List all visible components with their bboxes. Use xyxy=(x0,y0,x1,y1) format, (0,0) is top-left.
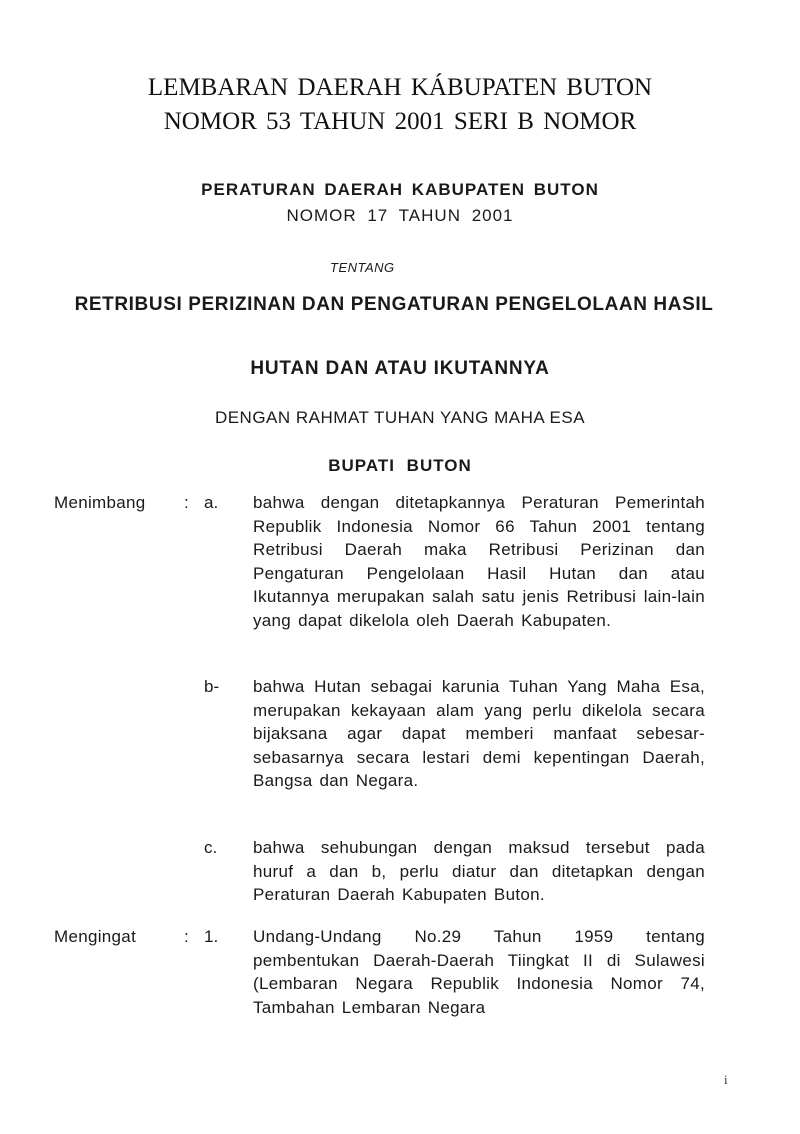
considering-item-c-text: bahwa sehubungan dengan maksud tersebut pada huruf a dan b, perlu diatur dan ditetapkan dengan Peraturan Daerah Kabupaten Buton. xyxy=(253,838,705,904)
authority: BUPATI BUTON xyxy=(328,456,472,475)
about-label: TENTANG xyxy=(330,260,395,275)
regulation-number: NOMOR 17 TAHUN 2001 xyxy=(286,206,514,225)
recalling-colon: : xyxy=(184,927,189,946)
considering-colon: : xyxy=(184,493,189,512)
considering-item-b-text: bahwa Hutan sebagai karunia Tuhan Yang Maha Esa, merupakan kekayaan alam yang perlu dikelola secara bijaksana agar dapat memberi manfaat sebesar-sebasarnya secara lestari demi kepentingan Daerah, Bangsa dan Negara. xyxy=(253,677,705,790)
regulation-subject-line1: RETRIBUSI PERIZINAN DAN PENGATURAN PENGELOLAAN HASIL xyxy=(74,294,714,315)
considering-item-c-marker: c. xyxy=(204,838,218,857)
page-number: i xyxy=(724,1072,728,1087)
recalling-item-1-marker: 1. xyxy=(204,927,219,946)
invocation: DENGAN RAHMAT TUHAN YANG MAHA ESA xyxy=(214,408,586,427)
gazette-header-line2: NOMOR 53 TAHUN 2001 SERI B NOMOR xyxy=(163,108,637,135)
recalling-item-1-text: Undang-Undang No.29 Tahun 1959 tentang pembentukan Daerah-Daerah Tiingkat II di Sulawesi (Lembaran Negara Republik Indonesia Nomor 74, Tambahan Lembaran Negara xyxy=(253,927,705,1017)
considering-label: Menimbang xyxy=(54,493,146,512)
regulation-subject-line2: HUTAN DAN ATAU IKUTANNYA xyxy=(250,358,550,379)
recalling-label: Mengingat xyxy=(54,927,137,946)
considering-item-b-marker: b- xyxy=(204,677,220,696)
considering-item-a-text: bahwa dengan ditetapkannya Peraturan Pemerintah Republik Indonesia Nomor 66 Tahun 2001 tentang Retribusi Daerah maka Retribusi Perizinan dan Pengaturan Pengelolaan Hasil Hutan dan atau Ikutannya merupakan salah satu jenis Retribusi lain-lain yang dapat dikelola oleh Daerah Kabupaten. xyxy=(253,493,705,630)
regulation-title: PERATURAN DAERAH KABUPATEN BUTON xyxy=(201,180,599,199)
considering-item-a-marker: a. xyxy=(204,493,219,512)
gazette-header-line1: LEMBARAN DAERAH KÁBUPATEN BUTON xyxy=(147,74,653,101)
